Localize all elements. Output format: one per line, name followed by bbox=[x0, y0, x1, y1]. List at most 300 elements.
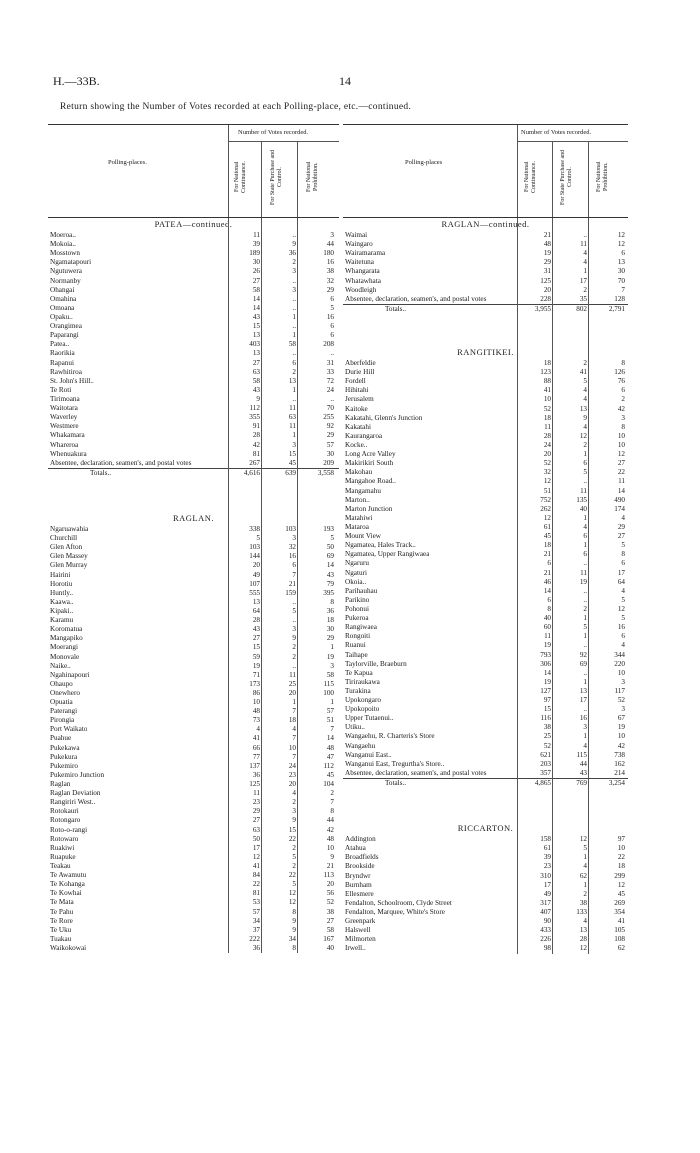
prohibition-value: 8 bbox=[621, 422, 625, 431]
prohibition-value: 38 bbox=[326, 907, 334, 916]
state-purchase-value: 28 bbox=[579, 935, 587, 944]
table-row bbox=[343, 231, 628, 240]
prohibition-value: 112 bbox=[323, 761, 334, 770]
table-row bbox=[48, 395, 339, 404]
prohibition-value: 29 bbox=[326, 634, 334, 643]
state-purchase-value: .. bbox=[583, 641, 587, 650]
table-row bbox=[343, 714, 628, 723]
table-row bbox=[48, 634, 339, 643]
left-table-body bbox=[48, 218, 339, 953]
state-purchase-value: .. bbox=[292, 231, 296, 239]
table-row bbox=[343, 751, 628, 760]
continuance-value: 4,865 bbox=[534, 779, 551, 788]
continuance-value: 19 bbox=[252, 661, 260, 670]
continuance-value: 21 bbox=[543, 568, 551, 577]
table-row bbox=[343, 578, 628, 587]
polling-place-name: Rotowaro bbox=[50, 834, 79, 843]
prohibition-value: 67 bbox=[617, 714, 625, 723]
polling-place-name: Pukeroa bbox=[345, 614, 369, 623]
prohibition-value: 56 bbox=[326, 889, 334, 898]
state-purchase-value: 5 bbox=[292, 852, 296, 861]
prohibition-value: 42 bbox=[617, 404, 625, 413]
continuance-value: 41 bbox=[252, 734, 260, 743]
table-row bbox=[48, 889, 339, 898]
polling-place-name: Absentee, declaration, seamen's, and postal votes bbox=[345, 768, 487, 777]
continuance-value: 12 bbox=[252, 852, 260, 861]
polling-place-name: Whangarata bbox=[345, 267, 380, 276]
polling-place-name: St. John's Hill.. bbox=[50, 376, 94, 385]
left-column bbox=[48, 124, 339, 953]
polling-place-name: Absentee, declaration, seamen's, and postal votes bbox=[345, 294, 487, 303]
state-purchase-value: .. bbox=[292, 303, 296, 312]
state-purchase-value: 32 bbox=[288, 543, 296, 552]
continuance-value: 317 bbox=[540, 898, 551, 907]
prohibition-value: 14 bbox=[326, 561, 334, 570]
table-row bbox=[343, 377, 628, 386]
continuance-value: 42 bbox=[252, 440, 260, 449]
polling-place-name: Tuakau bbox=[50, 934, 72, 943]
table-row bbox=[343, 450, 628, 459]
state-purchase-value: 5 bbox=[583, 377, 587, 386]
continuance-value: 10 bbox=[252, 698, 260, 707]
table-row bbox=[48, 862, 339, 871]
table-row bbox=[48, 707, 339, 716]
table-row bbox=[48, 753, 339, 762]
polling-place-name: Roto-o-rangi bbox=[50, 825, 88, 834]
polling-place-name: Glen Afton bbox=[50, 543, 83, 552]
continuance-value: 14 bbox=[543, 586, 551, 595]
table-row bbox=[48, 653, 339, 662]
state-purchase-value: 23 bbox=[288, 770, 296, 779]
table-row bbox=[48, 744, 339, 753]
table-row bbox=[343, 890, 628, 899]
continuance-value: 43 bbox=[252, 625, 260, 634]
continuance-value: 11 bbox=[544, 632, 551, 641]
state-purchase-value: 1 bbox=[583, 880, 587, 889]
continuance-value: 39 bbox=[543, 853, 551, 862]
prohibition-value: 6 bbox=[330, 331, 334, 340]
table-row bbox=[343, 769, 628, 778]
continuance-value: 63 bbox=[252, 825, 260, 834]
continuance-value: 24 bbox=[543, 440, 551, 449]
prohibition-value: 3 bbox=[330, 231, 334, 239]
state-purchase-value: 20 bbox=[288, 780, 296, 789]
prohibition-value: .. bbox=[330, 394, 334, 403]
table-row bbox=[343, 935, 628, 944]
polling-place-name: Brookside bbox=[345, 862, 375, 871]
state-purchase-value: 92 bbox=[579, 650, 587, 659]
state-purchase-value: 4 bbox=[583, 249, 587, 258]
state-purchase-value: 1 bbox=[583, 632, 587, 641]
continuance-value: 98 bbox=[543, 944, 551, 953]
polling-place-name: Opuatia bbox=[50, 698, 73, 707]
prohibition-value: 167 bbox=[323, 934, 334, 943]
state-purchase-value: .. bbox=[292, 294, 296, 303]
state-purchase-value: 4 bbox=[583, 862, 587, 871]
prohibition-value: 113 bbox=[323, 871, 334, 880]
table-row bbox=[48, 534, 339, 543]
polling-place-name: Paparangi bbox=[50, 331, 79, 340]
polling-place-name: Wangaehu bbox=[345, 741, 376, 750]
table-row bbox=[48, 816, 339, 825]
state-purchase-value: 12 bbox=[579, 944, 587, 953]
polling-place-name: Upokopoito bbox=[345, 705, 380, 714]
state-purchase-value: 2 bbox=[292, 862, 296, 871]
continuance-value: 9 bbox=[256, 394, 260, 403]
table-row bbox=[343, 853, 628, 862]
polling-place-name: Rotokauri bbox=[50, 807, 79, 816]
prohibition-value: 19 bbox=[617, 723, 625, 732]
polling-place-name: Huntly.. bbox=[50, 588, 74, 597]
table-row bbox=[48, 386, 339, 395]
table-row bbox=[48, 689, 339, 698]
state-purchase-value: 1 bbox=[292, 385, 296, 394]
prohibition-value: 6 bbox=[621, 559, 625, 568]
table-row bbox=[48, 231, 339, 240]
prohibition-value: 52 bbox=[617, 696, 625, 705]
polling-place-name: Ruanui bbox=[345, 641, 366, 650]
prohibition-value: 2 bbox=[621, 395, 625, 404]
state-purchase-value: 40 bbox=[579, 504, 587, 513]
polling-place-name: Pukekura bbox=[50, 752, 78, 761]
table-row bbox=[48, 258, 339, 267]
continuance-value: 43 bbox=[252, 312, 260, 321]
continuance-value: 357 bbox=[540, 768, 551, 777]
table-row bbox=[48, 431, 339, 440]
state-purchase-value: 9 bbox=[292, 925, 296, 934]
state-purchase-value: 62 bbox=[579, 871, 587, 880]
continuance-value: 20 bbox=[543, 285, 551, 294]
table-row bbox=[343, 432, 628, 441]
table-row bbox=[343, 514, 628, 523]
polling-place-name: Koromatua bbox=[50, 625, 83, 634]
state-purchase-value: 1 bbox=[292, 698, 296, 707]
totals-row bbox=[343, 778, 628, 788]
state-purchase-value: 5 bbox=[292, 880, 296, 889]
state-purchase-value: 3 bbox=[292, 807, 296, 816]
continuance-value: 38 bbox=[543, 723, 551, 732]
polling-place-name: Kipaki.. bbox=[50, 606, 74, 615]
state-purchase-value: 10 bbox=[288, 743, 296, 752]
state-purchase-value: 2 bbox=[292, 258, 296, 267]
continuance-value: 88 bbox=[543, 377, 551, 386]
continuance-value: 71 bbox=[252, 670, 260, 679]
polling-place-name: Absentee, declaration, seamen's, and postal votes bbox=[50, 458, 192, 467]
polling-place-name: Te Kapua bbox=[345, 668, 373, 677]
prohibition-value: 76 bbox=[617, 377, 625, 386]
polling-place-name: Addington bbox=[345, 835, 376, 844]
prohibition-value: 36 bbox=[326, 606, 334, 615]
prohibition-value: 180 bbox=[323, 249, 334, 258]
continuance-value: 43 bbox=[252, 385, 260, 394]
state-purchase-value: 1 bbox=[583, 732, 587, 741]
state-purchase-value: 4 bbox=[583, 741, 587, 750]
polling-place-name: Moeroa.. bbox=[50, 231, 76, 239]
table-row bbox=[343, 596, 628, 605]
state-purchase-value: 2 bbox=[583, 359, 587, 367]
table-row bbox=[48, 880, 339, 889]
prohibition-value: 354 bbox=[614, 908, 625, 917]
state-purchase-value: 4 bbox=[583, 395, 587, 404]
polling-place-name: Makirikiri South bbox=[345, 459, 394, 468]
polling-places-header-right: Polling-places bbox=[405, 159, 443, 166]
polling-place-name: Marton Junction bbox=[345, 504, 393, 513]
col-continuance-header-right: For National Continuance. bbox=[524, 161, 537, 193]
col-prohibition-header: For National Prohibition. bbox=[306, 161, 319, 193]
polling-place-name: Hairini bbox=[50, 570, 71, 579]
prohibition-value: 2 bbox=[330, 789, 334, 798]
table-row bbox=[48, 926, 339, 935]
continuance-value: 203 bbox=[540, 759, 551, 768]
continuance-value: 15 bbox=[252, 322, 260, 331]
table-row bbox=[48, 404, 339, 413]
prohibition-value: 32 bbox=[326, 276, 334, 285]
polling-place-name: Ngaturi bbox=[345, 568, 367, 577]
table-row bbox=[48, 771, 339, 780]
table-row bbox=[343, 441, 628, 450]
section bbox=[343, 822, 628, 953]
table-row bbox=[48, 871, 339, 880]
continuance-value: 12 bbox=[543, 513, 551, 522]
continuance-value: 37 bbox=[252, 925, 260, 934]
prohibition-value: 42 bbox=[617, 741, 625, 750]
continuance-value: 137 bbox=[249, 761, 260, 770]
state-purchase-value: 12 bbox=[579, 835, 587, 844]
prohibition-value: 3 bbox=[621, 677, 625, 686]
state-purchase-value: .. bbox=[583, 705, 587, 714]
polling-place-name: Monovale bbox=[50, 652, 80, 661]
table-row bbox=[48, 304, 339, 313]
polling-place-name: Patea.. bbox=[50, 340, 70, 349]
state-purchase-value: 3 bbox=[292, 285, 296, 294]
table-row bbox=[343, 569, 628, 578]
polling-place-name: Rangiwaea bbox=[345, 623, 377, 632]
table-row bbox=[48, 935, 339, 944]
section-title: RAGLAN. bbox=[172, 512, 215, 523]
state-purchase-value: 1 bbox=[583, 853, 587, 862]
polling-place-name: Parikino bbox=[345, 595, 370, 604]
continuance-value: 144 bbox=[249, 552, 260, 561]
state-purchase-value: 1 bbox=[583, 677, 587, 686]
right-table-header bbox=[343, 124, 628, 218]
polling-place-name: Teakau bbox=[50, 862, 71, 871]
continuance-value: 12 bbox=[543, 477, 551, 486]
state-purchase-value: 2 bbox=[292, 643, 296, 652]
state-purchase-value: 133 bbox=[576, 908, 587, 917]
continuance-value: 15 bbox=[252, 643, 260, 652]
polling-place-name: Paterangi bbox=[50, 707, 78, 716]
table-row bbox=[343, 587, 628, 596]
table-row bbox=[48, 286, 339, 295]
continuance-value: 6 bbox=[547, 559, 551, 568]
table-row bbox=[48, 240, 339, 249]
polling-place-name: Aberfeldie bbox=[345, 359, 376, 367]
table-row bbox=[343, 423, 628, 432]
prohibition-value: 30 bbox=[326, 625, 334, 634]
polling-place-name: Kaurangaroa bbox=[345, 431, 383, 440]
prohibition-value: 41 bbox=[617, 917, 625, 926]
table-row bbox=[48, 780, 339, 789]
state-purchase-value: 5 bbox=[583, 844, 587, 853]
polling-place-name: Utiku.. bbox=[345, 723, 365, 732]
prohibition-value: 5 bbox=[330, 303, 334, 312]
continuance-value: 45 bbox=[543, 532, 551, 541]
polling-place-name: Matahiwi bbox=[345, 513, 373, 522]
continuance-value: 49 bbox=[252, 570, 260, 579]
prohibition-value: 8 bbox=[621, 359, 625, 367]
state-purchase-value: 5 bbox=[583, 468, 587, 477]
number-of-votes-header-right: Number of Votes recorded. bbox=[521, 129, 592, 136]
table-row bbox=[48, 267, 339, 276]
prohibition-value: 299 bbox=[614, 871, 625, 880]
table-row bbox=[343, 614, 628, 623]
polling-place-name: Totals.. bbox=[385, 304, 407, 313]
continuance-value: 3,955 bbox=[534, 304, 551, 313]
continuance-value: 25 bbox=[543, 732, 551, 741]
polling-place-name: Tiriraukawa bbox=[345, 677, 380, 686]
prohibition-value: 174 bbox=[614, 504, 625, 513]
polling-place-name: Glen Murray bbox=[50, 561, 88, 570]
polling-place-name: Ohaupo bbox=[50, 679, 73, 688]
continuance-value: 407 bbox=[540, 908, 551, 917]
continuance-value: 4 bbox=[256, 725, 260, 734]
state-purchase-value: 135 bbox=[576, 495, 587, 504]
state-purchase-value: 21 bbox=[288, 579, 296, 588]
polling-place-name: Fendalton, Marquee, White's Store bbox=[345, 908, 445, 917]
polling-place-name: Pukemiro Junction bbox=[50, 770, 105, 779]
state-purchase-value: .. bbox=[583, 559, 587, 568]
continuance-value: 61 bbox=[543, 844, 551, 853]
polling-place-name: Omahina bbox=[50, 294, 77, 303]
state-purchase-value: 1 bbox=[292, 431, 296, 440]
continuance-value: 621 bbox=[540, 750, 551, 759]
state-purchase-value: 16 bbox=[288, 552, 296, 561]
polling-place-name: Burnham bbox=[345, 880, 372, 889]
number-of-votes-header: Number of Votes recorded. bbox=[238, 129, 309, 136]
state-purchase-value: 4 bbox=[583, 422, 587, 431]
continuance-value: 125 bbox=[540, 276, 551, 285]
prohibition-value: 58 bbox=[326, 925, 334, 934]
prohibition-value: 97 bbox=[617, 835, 625, 844]
continuance-value: 20 bbox=[252, 561, 260, 570]
state-purchase-value: 3 bbox=[292, 267, 296, 276]
prohibition-value: 29 bbox=[326, 431, 334, 440]
continuance-value: 52 bbox=[543, 459, 551, 468]
prohibition-value: 255 bbox=[323, 413, 334, 422]
table-row bbox=[48, 598, 339, 607]
continuance-value: 50 bbox=[252, 834, 260, 843]
continuance-value: 40 bbox=[543, 614, 551, 623]
polling-place-name: Rongoiti bbox=[345, 632, 371, 641]
table-row bbox=[343, 742, 628, 751]
table-row bbox=[48, 789, 339, 798]
table-row bbox=[48, 908, 339, 917]
prohibition-value: 19 bbox=[326, 652, 334, 661]
prohibition-value: 344 bbox=[614, 650, 625, 659]
state-purchase-value: 159 bbox=[285, 588, 296, 597]
prohibition-value: 27 bbox=[617, 459, 625, 468]
table-row bbox=[343, 926, 628, 935]
table-row bbox=[48, 359, 339, 368]
polling-place-name: Ohangai bbox=[50, 285, 75, 294]
continuance-value: 29 bbox=[543, 258, 551, 267]
prohibition-value: 4 bbox=[621, 513, 625, 522]
state-purchase-value: .. bbox=[292, 276, 296, 285]
polling-place-name: Halswell bbox=[345, 926, 371, 935]
continuance-value: 46 bbox=[543, 577, 551, 586]
state-purchase-value: .. bbox=[292, 394, 296, 403]
state-purchase-value: 4 bbox=[583, 522, 587, 531]
state-purchase-value: 17 bbox=[579, 276, 587, 285]
table-row bbox=[48, 716, 339, 725]
page-number: 14 bbox=[339, 74, 351, 88]
table-row bbox=[48, 295, 339, 304]
continuance-value: 90 bbox=[543, 917, 551, 926]
table-row bbox=[343, 908, 628, 917]
prohibition-value: 104 bbox=[323, 780, 334, 789]
polling-place-name: Long Acre Valley bbox=[345, 450, 396, 459]
polling-place-name: Turakina bbox=[345, 686, 371, 695]
polling-place-name: Waitetuna bbox=[345, 258, 374, 267]
table-row bbox=[48, 589, 339, 598]
table-row bbox=[343, 669, 628, 678]
table-row bbox=[343, 395, 628, 404]
continuance-value: 555 bbox=[249, 588, 260, 597]
table-row bbox=[48, 835, 339, 844]
prohibition-value: 128 bbox=[614, 294, 625, 303]
state-purchase-value: .. bbox=[292, 597, 296, 606]
prohibition-value: 48 bbox=[326, 834, 334, 843]
continuance-value: 14 bbox=[252, 303, 260, 312]
polling-place-name: Ngaruru bbox=[345, 559, 369, 568]
prohibition-value: 738 bbox=[614, 750, 625, 759]
continuance-value: 73 bbox=[252, 716, 260, 725]
polling-place-name: Port Waikato bbox=[50, 725, 88, 734]
prohibition-value: 7 bbox=[621, 285, 625, 294]
polling-place-name: Te Kowhai bbox=[50, 889, 82, 898]
prohibition-value: 395 bbox=[323, 588, 334, 597]
state-purchase-value: 12 bbox=[579, 431, 587, 440]
state-purchase-value: 7 bbox=[292, 570, 296, 579]
table-row bbox=[343, 405, 628, 414]
continuance-value: 29 bbox=[252, 807, 260, 816]
polling-place-name: Bryndwr bbox=[345, 871, 371, 880]
prohibition-value: 47 bbox=[326, 752, 334, 761]
continuance-value: 26 bbox=[252, 267, 260, 276]
polling-place-name: Pukekawa bbox=[50, 743, 80, 752]
prohibition-value: 18 bbox=[617, 862, 625, 871]
continuance-value: 125 bbox=[249, 780, 260, 789]
polling-place-name: Rangiriri West.. bbox=[50, 798, 96, 807]
prohibition-value: 24 bbox=[326, 385, 334, 394]
prohibition-value: 193 bbox=[323, 524, 334, 533]
prohibition-value: 1 bbox=[330, 698, 334, 707]
table-row bbox=[48, 422, 339, 431]
continuance-value: 310 bbox=[540, 871, 551, 880]
table-row bbox=[343, 732, 628, 741]
polling-place-name: Te Uku bbox=[50, 925, 72, 934]
state-purchase-value: .. bbox=[583, 595, 587, 604]
prohibition-value: 10 bbox=[617, 440, 625, 449]
state-purchase-value: 4 bbox=[292, 789, 296, 798]
table-row bbox=[48, 561, 339, 570]
prohibition-value: 220 bbox=[614, 659, 625, 668]
continuance-value: 8 bbox=[547, 604, 551, 613]
state-purchase-value: 35 bbox=[579, 294, 587, 303]
continuance-value: 36 bbox=[252, 770, 260, 779]
state-purchase-value: 6 bbox=[583, 459, 587, 468]
state-purchase-value: 9 bbox=[292, 634, 296, 643]
